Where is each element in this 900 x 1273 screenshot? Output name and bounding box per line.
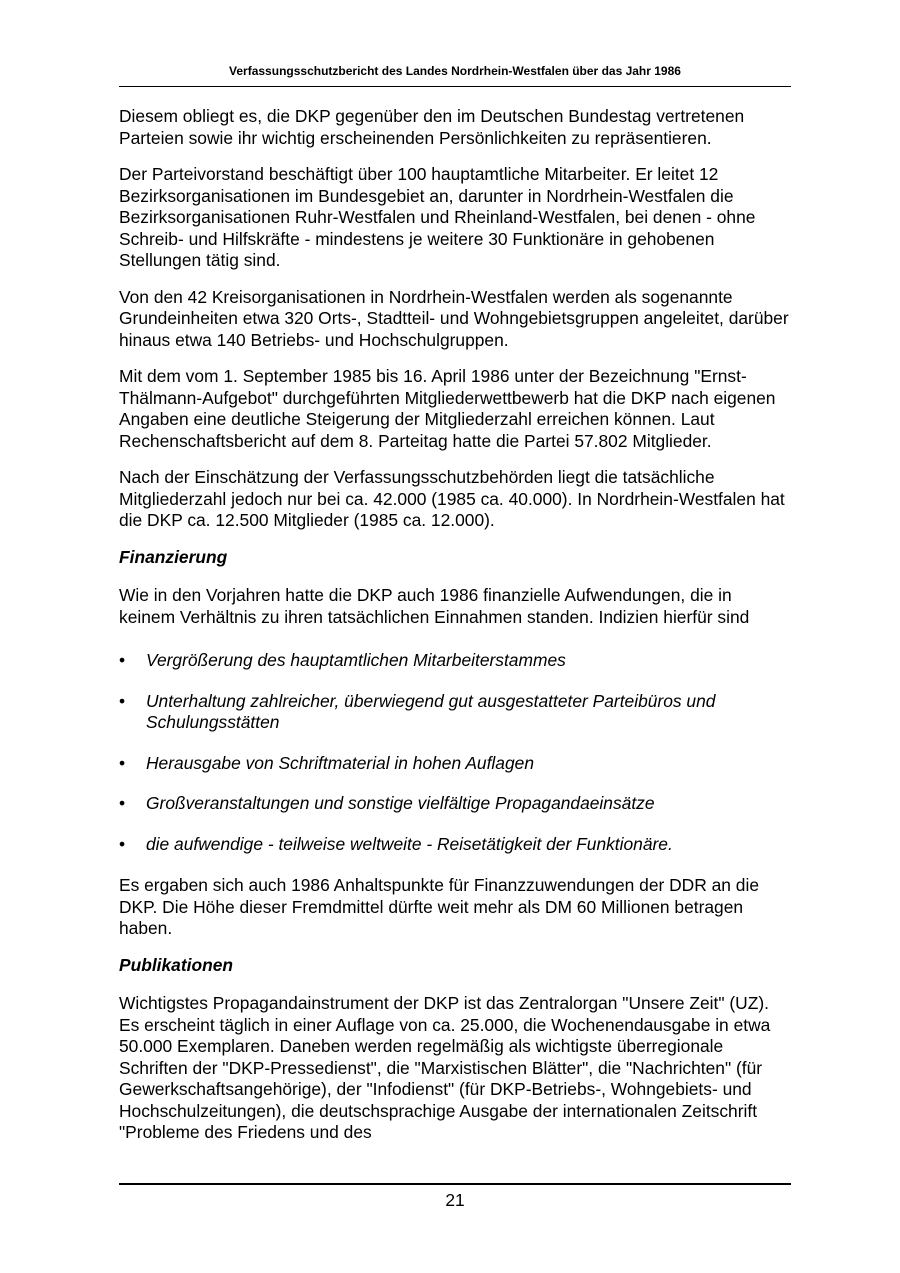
list-item-text: die aufwendige - teilweise weltweite - Reisetätigkeit der Funktionäre. — [146, 833, 673, 854]
list-item — [119, 793, 791, 815]
bullet-icon: • — [119, 793, 126, 813]
paragraph-parteivorstand: Der Parteivorstand beschäftigt über 100 hauptamtliche Mitarbeiter. Er leitet 12 Bezirksorganisationen im Bundesgebiet an, darunter in Nordrhein-Westfalen die Bezirksorganisationen Ruhr-Westfalen und Rheinland-Westfalen, bei denen - ohne Schreib- und Hilfskräfte - mindestens je weitere 30 Funktionäre in gehobenen Stellungen tätig sind. — [119, 164, 756, 270]
paragraph-mitgliederwettbewerb: Mit dem vom 1. September 1985 bis 16. April 1986 unter der Bezeichnung "Ernst-Thälmann-Aufgebot" durchgeführten Mitgliederwettbewerb hat die DKP nach eigenen Angaben eine deutliche Steigerung der Mitgliederzahl erreichen können. Laut Rechenschaftsbericht auf dem 8. Parteitag hatte die Partei 57.802 Mitglieder. — [119, 366, 776, 451]
bullet-icon: • — [119, 752, 126, 773]
footer-divider — [119, 1183, 791, 1185]
list-item — [119, 691, 791, 734]
paragraph-kreisorganisationen: Von den 42 Kreisorganisationen in Nordrhein-Westfalen werden als sogenannte Grundeinheiten etwa 320 Orts-, Stadtteil- und Wohngebietsgruppen angeleitet, darüber hinaus etwa 140 Betriebs- und Hochschulgruppen. — [119, 286, 789, 350]
list-item-text: Vergrößerung des hauptamtlichen Mitarbeiterstammes — [146, 650, 566, 670]
header-divider — [119, 86, 791, 87]
heading-finanzierung: Finanzierung — [119, 546, 228, 567]
paragraph-aufwendungen: Wie in den Vorjahren hatte die DKP auch 1986 finanzielle Aufwendungen, die in keinem Verhältnis zu ihren tatsächlichen Einnahmen standen. Indizien hierfür sind — [119, 585, 750, 627]
paragraph-dkp-representation: Diesem obliegt es, die DKP gegenüber den im Deutschen Bundestag vertretenen Parteien sowie ihr wichtig erscheinenden Persönlichkeiten zu repräsentieren. — [119, 106, 745, 148]
page-body — [119, 106, 791, 1159]
list-item — [119, 834, 791, 856]
indicator-list — [119, 650, 791, 855]
heading-publikationen: Publikationen — [119, 954, 234, 975]
list-item-text: Unterhaltung zahlreicher, überwiegend gut ausgestatteter Parteibüros und Schulungsstätten — [146, 690, 716, 732]
list-item-text: Herausgabe von Schriftmaterial in hohen Auflagen — [146, 752, 534, 773]
list-item-text: Großveranstaltungen und sonstige vielfältige Propagandaeinsätze — [146, 793, 655, 813]
bullet-icon: • — [119, 690, 126, 711]
bullet-icon: • — [119, 650, 126, 670]
list-item — [119, 753, 791, 775]
list-item — [119, 650, 791, 672]
paragraph-propagandainstrument: Wichtigstes Propagandainstrument der DKP ist das Zentralorgan "Unsere Zeit" (UZ). Es erscheint täglich in einer Auflage von ca. 25.000, die Wochenendausgabe in etwa 50.000 Exemplaren. Daneben werden regelmäßig als wichtigste überregionale Schriften der "DKP-Pressedienst", die "Marxistischen Blätter", die "Nachrichten" (für Gewerkschaftsangehörige), der "Infodienst" (für DKP-Betriebs-, Wohngebiets- und Hochschulzeitungen), die deutschsprachige Ausgabe der internationalen Zeitschrift "Probleme des Friedens und des — [119, 993, 771, 1142]
page-number: 21 — [445, 1190, 465, 1210]
paragraph-ddr-finanzzuwendungen: Es ergaben sich auch 1986 Anhaltspunkte für Finanzzuwendungen der DDR an die DKP. Die Höhe dieser Fremdmittel dürfte weit mehr als DM 60 Millionen betragen haben. — [119, 875, 760, 938]
paragraph-mitgliederzahl: Nach der Einschätzung der Verfassungsschutzbehörden liegt die tatsächliche Mitgliederzahl jedoch nur bei ca. 42.000 (1985 ca. 40.000). In Nordrhein-Westfalen hat die DKP ca. 12.500 Mitglieder (1985 ca. 12.000). — [119, 467, 785, 530]
bullet-icon: • — [119, 833, 126, 854]
running-header: Verfassungsschutzbericht des Landes Nordrhein-Westfalen über das Jahr 1986 — [229, 64, 681, 78]
